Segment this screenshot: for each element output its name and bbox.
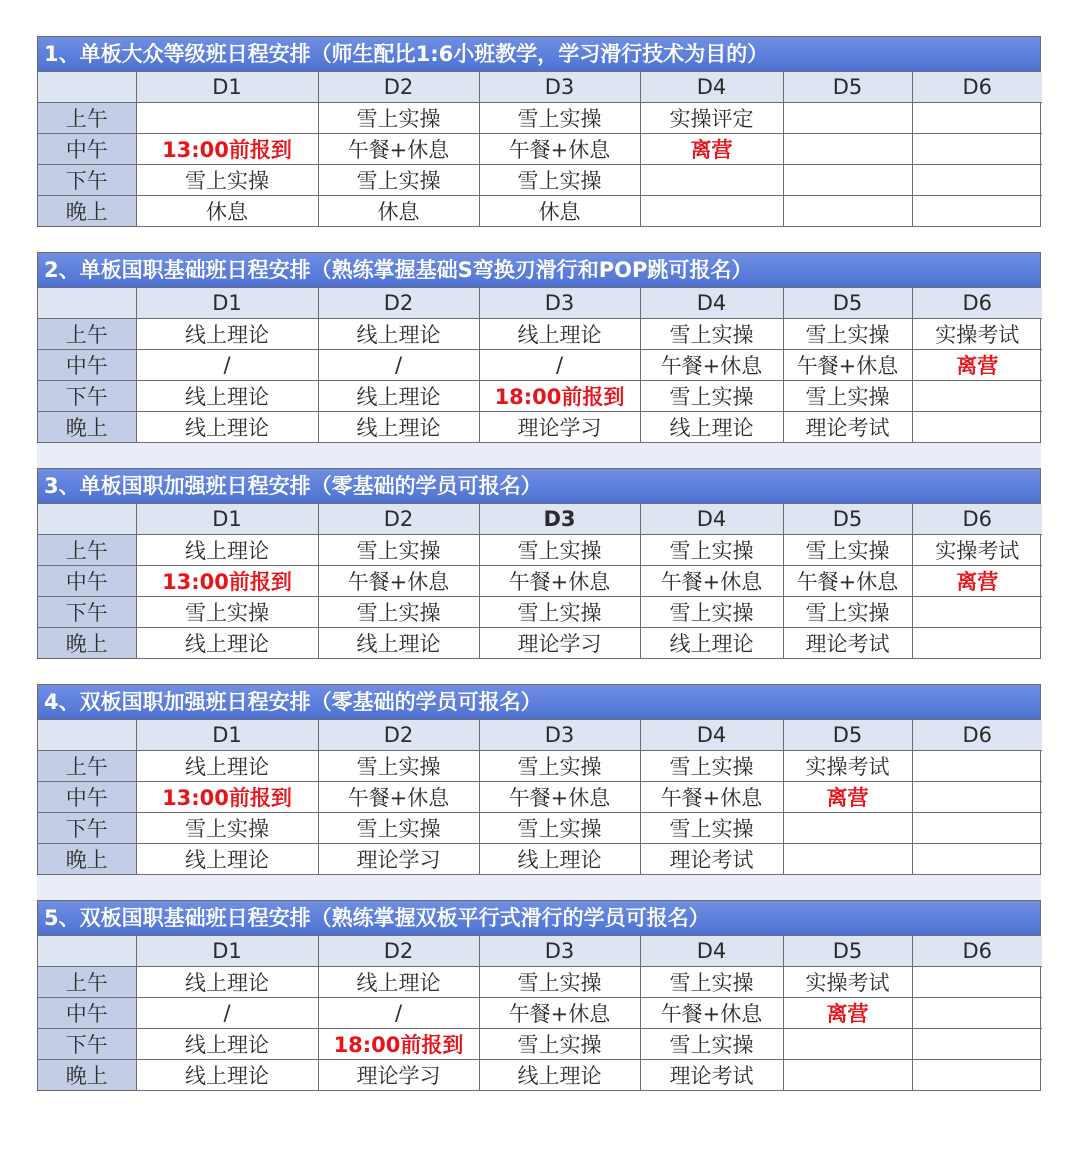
schedule-title: 3、单板国职加强班日程安排（零基础的学员可报名） (38, 469, 1040, 504)
schedule-cell (783, 813, 912, 844)
row-label: 上午 (38, 751, 136, 782)
row-label: 晚上 (38, 1060, 136, 1091)
schedule-cell: 线上理论 (318, 319, 479, 350)
schedule-cell: 理论考试 (783, 412, 912, 443)
schedule-cell: 线上理论 (318, 381, 479, 412)
day-header: D3 (479, 720, 640, 751)
schedule-cell: 午餐+休息 (318, 134, 479, 165)
day-header: D6 (912, 72, 1042, 103)
day-header: D1 (136, 72, 318, 103)
schedule-block-1 (37, 36, 1041, 227)
day-header-row (38, 936, 1042, 967)
row-label: 上午 (38, 103, 136, 134)
schedule-cell: 雪上实操 (479, 751, 640, 782)
schedule-cell: 午餐+休息 (783, 350, 912, 381)
schedule-cell: 午餐+休息 (479, 566, 640, 597)
schedule-cell: 雪上实操 (640, 597, 783, 628)
day-header: D2 (318, 936, 479, 967)
schedule-cell: 雪上实操 (318, 103, 479, 134)
schedule-cell: 雪上实操 (479, 813, 640, 844)
schedule-cell: 实操考试 (783, 967, 912, 998)
row-label: 下午 (38, 1029, 136, 1060)
schedule-cell (640, 165, 783, 196)
day-header: D5 (783, 720, 912, 751)
row-label: 下午 (38, 813, 136, 844)
schedule-cell (912, 782, 1042, 813)
schedule-cell (783, 134, 912, 165)
table-row (38, 381, 1042, 412)
checkout-cell: 离营 (783, 782, 912, 813)
schedule-cell: 休息 (136, 196, 318, 227)
row-label: 晚上 (38, 628, 136, 659)
schedule-cell: 理论学习 (479, 412, 640, 443)
day-header: D6 (912, 720, 1042, 751)
day-header: D4 (640, 504, 783, 535)
schedule-cell: 线上理论 (136, 628, 318, 659)
day-header: D4 (640, 72, 783, 103)
schedule-cell: 雪上实操 (640, 319, 783, 350)
schedule-cell: 线上理论 (318, 412, 479, 443)
schedule-block-2 (37, 252, 1041, 443)
corner-cell (38, 504, 136, 535)
table-row (38, 844, 1042, 875)
schedule-cell: 午餐+休息 (640, 782, 783, 813)
schedule-cell (640, 196, 783, 227)
table-row (38, 566, 1042, 597)
schedule-table (38, 288, 1042, 442)
schedule-cell: 雪上实操 (479, 1029, 640, 1060)
day-header: D3 (479, 288, 640, 319)
table-row (38, 967, 1042, 998)
checkout-cell: 离营 (783, 998, 912, 1029)
checkin-cell: 13:00前报到 (136, 782, 318, 813)
schedule-cell: 线上理论 (479, 1060, 640, 1091)
schedule-cell: 雪上实操 (783, 535, 912, 566)
day-header: D5 (783, 72, 912, 103)
corner-cell (38, 936, 136, 967)
schedule-cell: 线上理论 (136, 319, 318, 350)
schedule-cell: 雪上实操 (479, 597, 640, 628)
day-header: D1 (136, 504, 318, 535)
schedule-cell: 线上理论 (136, 844, 318, 875)
table-row (38, 1060, 1042, 1091)
table-row (38, 412, 1042, 443)
schedule-table (38, 72, 1042, 226)
schedule-cell (912, 998, 1042, 1029)
schedule-cell: 雪上实操 (318, 165, 479, 196)
checkin-cell: 13:00前报到 (136, 566, 318, 597)
day-header: D6 (912, 504, 1042, 535)
row-label: 下午 (38, 381, 136, 412)
row-label: 中午 (38, 134, 136, 165)
row-label: 晚上 (38, 844, 136, 875)
schedule-cell: 实操考试 (912, 319, 1042, 350)
schedule-cell (783, 1060, 912, 1091)
schedule-cell: 理论考试 (640, 1060, 783, 1091)
schedule-table (38, 936, 1042, 1090)
row-label: 晚上 (38, 196, 136, 227)
day-header-row (38, 720, 1042, 751)
table-row (38, 813, 1042, 844)
schedule-cell: 雪上实操 (479, 103, 640, 134)
table-row (38, 597, 1042, 628)
schedule-cell: 理论学习 (479, 628, 640, 659)
day-header: D3 (479, 504, 640, 535)
schedule-cell: / (136, 998, 318, 1029)
schedule-cell: 雪上实操 (640, 813, 783, 844)
corner-cell (38, 720, 136, 751)
checkout-cell: 离营 (912, 566, 1042, 597)
schedule-cell: 理论学习 (318, 1060, 479, 1091)
day-header: D2 (318, 504, 479, 535)
schedule-cell: 雪上实操 (783, 381, 912, 412)
schedule-cell: 休息 (479, 196, 640, 227)
row-label: 上午 (38, 319, 136, 350)
checkout-cell: 离营 (640, 134, 783, 165)
table-row (38, 751, 1042, 782)
schedule-cell (912, 967, 1042, 998)
schedule-cell (783, 196, 912, 227)
day-header-row (38, 504, 1042, 535)
corner-cell (38, 72, 136, 103)
schedule-cell: 雪上实操 (479, 165, 640, 196)
schedule-cell (783, 165, 912, 196)
schedule-cell: 线上理论 (136, 412, 318, 443)
schedule-cell (912, 196, 1042, 227)
schedule-cell: / (318, 998, 479, 1029)
schedule-cell: 理论学习 (318, 844, 479, 875)
schedule-cell: 雪上实操 (640, 967, 783, 998)
schedule-cell: 线上理论 (136, 1029, 318, 1060)
schedule-cell: 午餐+休息 (640, 350, 783, 381)
schedule-cell: 线上理论 (479, 319, 640, 350)
schedule-cell (783, 844, 912, 875)
section-gap (37, 443, 1041, 468)
schedule-title: 1、单板大众等级班日程安排（师生配比1:6小班教学，学习滑行技术为目的） (38, 37, 1040, 72)
schedule-cell (912, 412, 1042, 443)
row-label: 中午 (38, 350, 136, 381)
schedule-page (37, 36, 1041, 1091)
table-row (38, 535, 1042, 566)
schedule-cell (912, 813, 1042, 844)
schedule-cell: / (136, 350, 318, 381)
schedule-cell: 雪上实操 (318, 597, 479, 628)
schedule-cell: 休息 (318, 196, 479, 227)
table-row (38, 134, 1042, 165)
checkin-cell: 18:00前报到 (479, 381, 640, 412)
schedule-title: 4、双板国职加强班日程安排（零基础的学员可报名） (38, 685, 1040, 720)
day-header: D1 (136, 936, 318, 967)
schedule-cell: 线上理论 (640, 412, 783, 443)
day-header: D2 (318, 720, 479, 751)
day-header: D3 (479, 936, 640, 967)
table-row (38, 319, 1042, 350)
day-header: D6 (912, 936, 1042, 967)
checkin-cell: 18:00前报到 (318, 1029, 479, 1060)
table-row (38, 1029, 1042, 1060)
row-label: 上午 (38, 967, 136, 998)
schedule-cell: 雪上实操 (783, 319, 912, 350)
schedule-cell: 雪上实操 (318, 813, 479, 844)
schedule-cell: 线上理论 (136, 381, 318, 412)
schedule-cell: 线上理论 (640, 628, 783, 659)
row-label: 上午 (38, 535, 136, 566)
day-header: D5 (783, 288, 912, 319)
section-gap (37, 875, 1041, 900)
table-row (38, 350, 1042, 381)
schedule-cell (136, 103, 318, 134)
day-header: D1 (136, 288, 318, 319)
day-header-row (38, 72, 1042, 103)
table-row (38, 196, 1042, 227)
schedule-cell: 线上理论 (136, 1060, 318, 1091)
schedule-cell: 线上理论 (479, 844, 640, 875)
schedule-cell: 雪上实操 (136, 813, 318, 844)
schedule-cell: 雪上实操 (136, 165, 318, 196)
schedule-cell: 线上理论 (136, 751, 318, 782)
schedule-cell (912, 381, 1042, 412)
schedule-cell (912, 597, 1042, 628)
schedule-cell: 午餐+休息 (318, 566, 479, 597)
schedule-cell: 午餐+休息 (640, 998, 783, 1029)
schedule-cell (783, 1029, 912, 1060)
schedule-cell: 雪上实操 (640, 751, 783, 782)
schedule-cell: 线上理论 (318, 628, 479, 659)
schedule-title: 2、单板国职基础班日程安排（熟练掌握基础S弯换刃滑行和POP跳可报名） (38, 253, 1040, 288)
schedule-cell: 午餐+休息 (479, 998, 640, 1029)
schedule-table (38, 504, 1042, 658)
schedule-cell (912, 134, 1042, 165)
schedule-cell: 雪上实操 (479, 967, 640, 998)
schedule-cell: 雪上实操 (136, 597, 318, 628)
schedule-cell: 实操评定 (640, 103, 783, 134)
schedule-cell: 线上理论 (136, 967, 318, 998)
schedule-cell: 午餐+休息 (783, 566, 912, 597)
table-row (38, 782, 1042, 813)
schedule-cell: / (479, 350, 640, 381)
row-label: 下午 (38, 165, 136, 196)
day-header: D2 (318, 288, 479, 319)
corner-cell (38, 288, 136, 319)
schedule-cell: 雪上实操 (318, 535, 479, 566)
schedule-block-4 (37, 684, 1041, 875)
day-header: D5 (783, 936, 912, 967)
row-label: 下午 (38, 597, 136, 628)
table-row (38, 165, 1042, 196)
section-gap (37, 227, 1041, 252)
schedule-cell: 理论考试 (783, 628, 912, 659)
schedule-title: 5、双板国职基础班日程安排（熟练掌握双板平行式滑行的学员可报名） (38, 901, 1040, 936)
schedule-cell: 雪上实操 (479, 535, 640, 566)
table-row (38, 103, 1042, 134)
row-label: 中午 (38, 998, 136, 1029)
schedule-cell (912, 1029, 1042, 1060)
day-header: D1 (136, 720, 318, 751)
table-row (38, 628, 1042, 659)
schedule-cell: 雪上实操 (318, 751, 479, 782)
schedule-cell: 线上理论 (136, 535, 318, 566)
schedule-cell: 午餐+休息 (640, 566, 783, 597)
schedule-cell (912, 628, 1042, 659)
day-header: D6 (912, 288, 1042, 319)
schedule-cell: 实操考试 (783, 751, 912, 782)
table-row (38, 998, 1042, 1029)
schedule-cell (912, 844, 1042, 875)
schedule-cell: 雪上实操 (640, 381, 783, 412)
day-header: D2 (318, 72, 479, 103)
day-header: D3 (479, 72, 640, 103)
schedule-cell (783, 103, 912, 134)
section-gap (37, 659, 1041, 684)
schedule-cell (912, 165, 1042, 196)
schedule-cell (912, 103, 1042, 134)
schedule-block-3 (37, 468, 1041, 659)
schedule-block-5 (37, 900, 1041, 1091)
row-label: 中午 (38, 566, 136, 597)
day-header-row (38, 288, 1042, 319)
row-label: 中午 (38, 782, 136, 813)
schedule-cell: / (318, 350, 479, 381)
schedule-cell: 雪上实操 (640, 535, 783, 566)
schedule-cell: 实操考试 (912, 535, 1042, 566)
day-header: D4 (640, 288, 783, 319)
schedule-cell: 雪上实操 (640, 1029, 783, 1060)
checkout-cell: 离营 (912, 350, 1042, 381)
schedule-cell: 理论考试 (640, 844, 783, 875)
day-header: D4 (640, 936, 783, 967)
schedule-cell (912, 1060, 1042, 1091)
schedule-cell: 午餐+休息 (479, 134, 640, 165)
row-label: 晚上 (38, 412, 136, 443)
day-header: D5 (783, 504, 912, 535)
schedule-cell: 雪上实操 (783, 597, 912, 628)
schedule-cell: 午餐+休息 (479, 782, 640, 813)
schedule-cell: 午餐+休息 (318, 782, 479, 813)
schedule-cell (912, 751, 1042, 782)
checkin-cell: 13:00前报到 (136, 134, 318, 165)
day-header: D4 (640, 720, 783, 751)
schedule-table (38, 720, 1042, 874)
schedule-cell: 线上理论 (318, 967, 479, 998)
